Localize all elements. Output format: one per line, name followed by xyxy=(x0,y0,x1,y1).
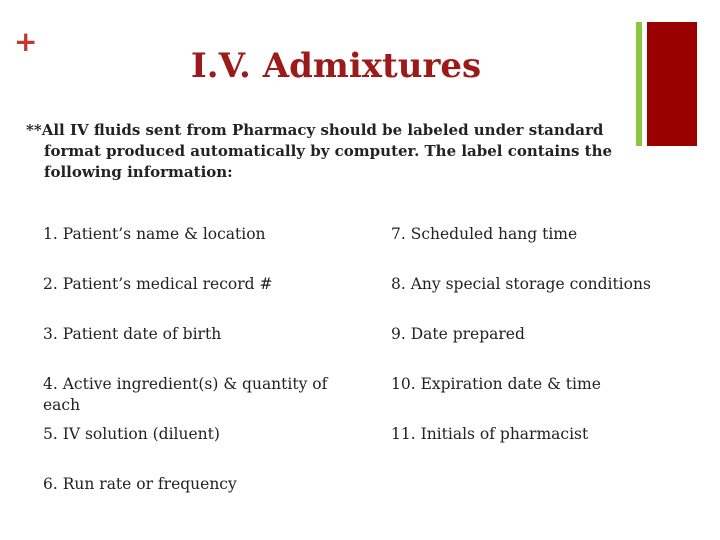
list-item: 11. Initials of pharmacist xyxy=(391,425,589,443)
list-item: 7. Scheduled hang time xyxy=(391,225,578,243)
list-item: 8. Any special storage conditions xyxy=(391,275,651,293)
slide-title: I.V. Admixtures xyxy=(190,46,482,86)
list-item: 9. Date prepared xyxy=(391,325,525,343)
list-item: 6. Run rate or frequency xyxy=(43,475,237,493)
list-item: 2. Patient’s medical record # xyxy=(43,275,273,293)
list-item: 1. Patient’s name & location xyxy=(43,225,266,243)
left-item-list xyxy=(43,224,363,524)
list-item: 4. Active ingredient(s) & quantity of each xyxy=(43,375,328,414)
intro-text: **All IV fluids sent from Pharmacy should be labeled under standard format produced automatically by computer. The label contains the following information: xyxy=(26,121,613,181)
right-item-list xyxy=(391,224,711,474)
plus-icon: + xyxy=(14,25,38,58)
list-item: 3. Patient date of birth xyxy=(43,325,222,343)
list-item: 10. Expiration date & time xyxy=(391,375,601,393)
list-item: 5. IV solution (diluent) xyxy=(43,425,220,443)
